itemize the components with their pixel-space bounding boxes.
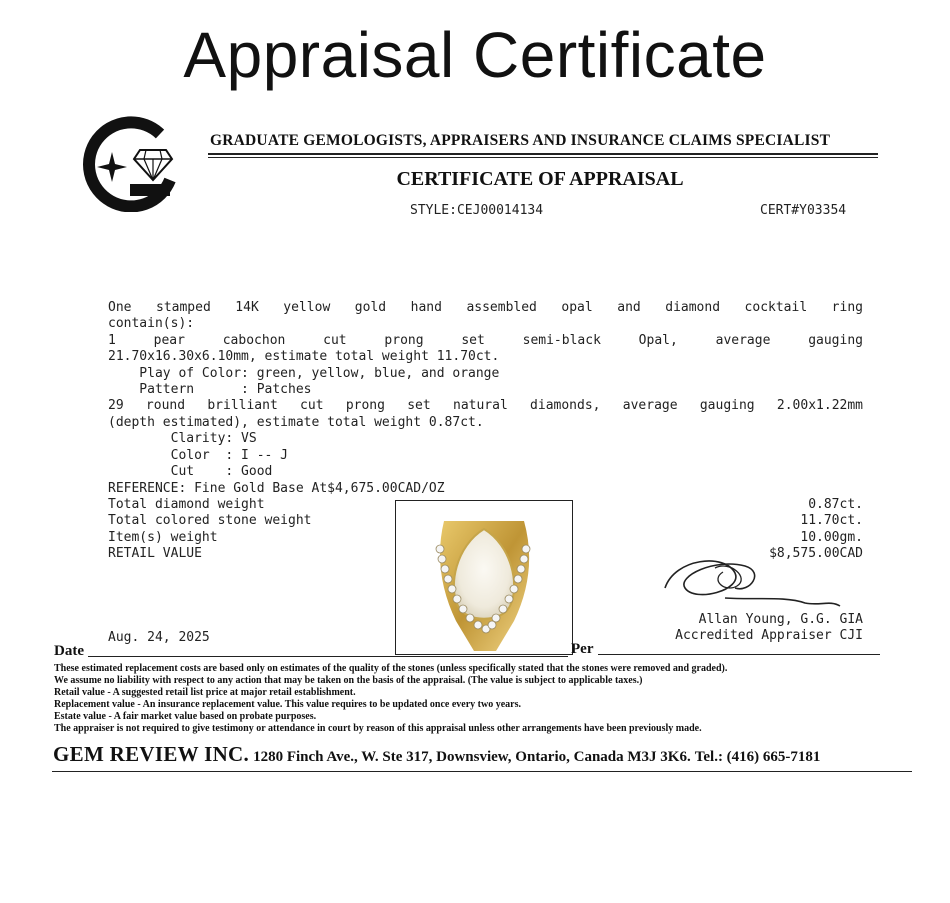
header-rule-bottom xyxy=(208,157,878,158)
certificate-number: CERT#Y03354 xyxy=(760,203,847,218)
retail-value: $8,575.00CAD xyxy=(769,546,863,561)
diamond-weight-label: Total diamond weight xyxy=(108,497,265,512)
appraiser-title: Accredited Appraiser CJI xyxy=(675,628,863,643)
appraiser-name: Allan Young, G.G. GIA xyxy=(698,612,863,627)
style-number: STYLE:CEJ00014134 xyxy=(410,203,544,218)
per-label: Per xyxy=(571,641,594,657)
certificate-title: CERTIFICATE OF APPRAISAL xyxy=(396,168,684,190)
company-logo-icon xyxy=(82,112,182,212)
colored-weight-value: 11.70ct. xyxy=(800,513,863,528)
colored-weight-label: Total colored stone weight xyxy=(108,513,312,528)
ring-image-icon xyxy=(396,501,572,654)
footer-phone: Tel.: (416) 665-7181 xyxy=(694,749,821,765)
cut-grade: Cut : Good xyxy=(108,464,273,479)
item-weight-label: Item(s) weight xyxy=(108,530,218,545)
date-label: Date xyxy=(54,643,84,659)
description-line: 29 round brilliant cut prong set natural diamonds, average gauging 2.00x1.22mm xyxy=(108,398,863,413)
note-line: Replacement value - An insurance replacement value. This value requires to be updated once every two years. xyxy=(54,699,522,710)
footer-company: GEM REVIEW INC. xyxy=(53,742,250,766)
diamond-weight-value: 0.87ct. xyxy=(808,497,863,512)
note-line: Retail value - A suggested retail list price at major retail establishment. xyxy=(54,687,356,698)
retail-value-label: RETAIL VALUE xyxy=(108,546,202,561)
note-line: These estimated replacement costs are based only on estimates of the quality of the stones (unless specifically stated that the stones were removed and graded). xyxy=(54,663,728,674)
note-line: Estate value - A fair market value based on probate purposes. xyxy=(54,711,317,722)
header-rule-top xyxy=(208,153,878,155)
note-line: The appraiser is not required to give testimony or attendance in court by reason of this appraisal unless other arrangements have been previously made. xyxy=(54,723,702,734)
description-line: One stamped 14K yellow gold hand assembled opal and diamond cocktail ring xyxy=(108,300,863,315)
description-line: 1 pear cabochon cut prong set semi-black Opal, average gauging xyxy=(108,333,863,348)
description-line: 21.70x16.30x6.10mm, estimate total weight 11.70ct. xyxy=(108,349,500,364)
per-rule xyxy=(598,654,880,655)
footer-rule xyxy=(52,771,912,772)
note-line: We assume no liability with respect to any action that may be taken on the basis of the appraisal. (The value is subject to applicable taxes.) xyxy=(54,675,643,686)
footer xyxy=(53,742,820,767)
footer-address: 1280 Finch Ave., W. Ste 317, Downsview, Ontario, Canada M3J 3K6. xyxy=(253,749,691,765)
ring-photo xyxy=(395,500,573,655)
description-line: contain(s): xyxy=(108,316,195,331)
company-tagline: GRADUATE GEMOLOGISTS, APPRAISERS AND INSURANCE CLAIMS SPECIALIST xyxy=(210,132,831,149)
page-title: Appraisal Certificate xyxy=(183,19,767,91)
pattern: Pattern : Patches xyxy=(108,382,312,397)
reference: REFERENCE: Fine Gold Base At$4,675.00CAD/OZ xyxy=(108,481,445,496)
description-line: (depth estimated), estimate total weight 0.87ct. xyxy=(108,415,484,430)
play-of-color: Play of Color: green, yellow, blue, and orange xyxy=(108,366,500,381)
appraiser-signature-icon xyxy=(655,548,855,618)
clarity: Clarity: VS xyxy=(108,431,257,446)
date-value: Aug. 24, 2025 xyxy=(108,630,210,645)
item-weight-value: 10.00gm. xyxy=(800,530,863,545)
date-rule xyxy=(88,656,568,657)
color-grade: Color : I -- J xyxy=(108,448,289,463)
